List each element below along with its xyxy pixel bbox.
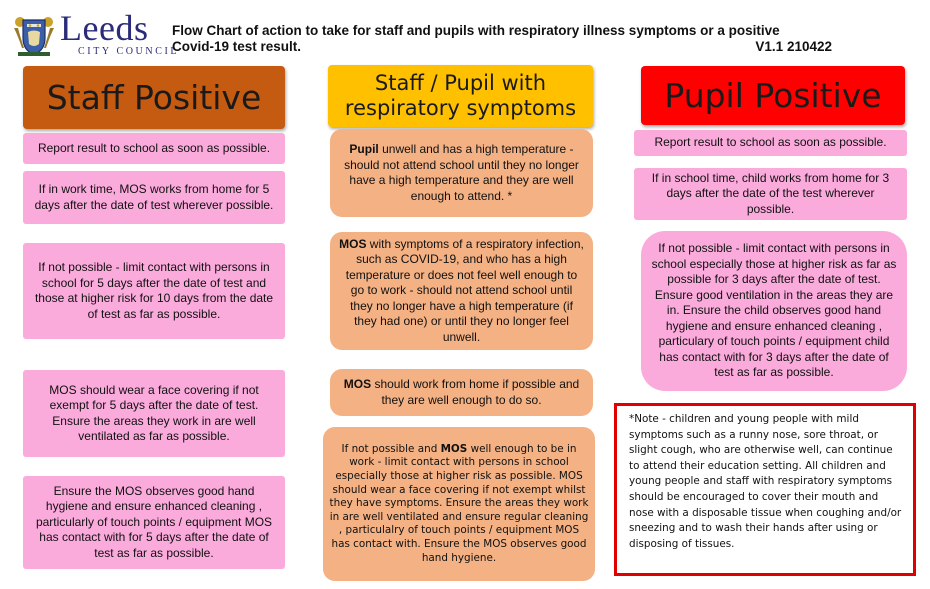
staff-positive-heading: Staff Positive [23, 66, 285, 129]
symptoms-step-mos-symptoms [330, 232, 593, 350]
mos-in-work-text: well enough to be in work - limit contact with persons in school especially those at higher risk as possible. MOS should wear a face covering if not exempt whilst they have symptoms. Ensure the areas they work in are well ventilated and ensure regular cleaning , particulalry of touch points / equipment MOS has contact with. Ensure the MOS observes good hand hygiene. [329, 442, 589, 564]
logo-subtitle: CITY COUNCIL [78, 46, 180, 57]
symptoms-step-mos-work-from-home [330, 369, 593, 416]
mos-symptoms-text: with symptoms of a respiratory infection, such as COVID-19, and who has a high temperature or does not feel well enough to go to work - should not attend school until they no longer have a high temperature (if they had one) or until they no longer feel unwell. [345, 236, 584, 344]
mos-bold-label: MOS [440, 442, 468, 455]
note-box: *Note - children and young people with mild symptoms such as a runny nose, sore throat, or slight cough, who are otherwise well, can continue to attend their education setting. All children and young people and staff with respiratory symptoms should be encouraged to cover their mouth and nose with a disposable tissue when coughing and/or sneezing and to wash their hands after using or disposing of tissues. [614, 403, 916, 576]
pupil-bold-label: Pupil [349, 142, 379, 156]
pupil-step-report: Report result to school as soon as possible. [634, 130, 907, 156]
pupil-unwell-text: unwell and has a high temperature - should not attend school until they no longer have a high temperature and they are well enough to attend. * [344, 142, 579, 203]
pupil-positive-heading: Pupil Positive [641, 66, 905, 125]
mos-bold-label: MOS [343, 377, 372, 391]
staff-step-report: Report result to school as soon as possible. [23, 133, 285, 164]
symptoms-step-pupil-unwell [330, 129, 593, 217]
pupil-step-work-from-home: If in school time, child works from home for 3 days after the date of the test wherever possible. [634, 168, 907, 220]
title-line-2-text: Covid-19 test result. [172, 39, 302, 54]
respiratory-symptoms-heading: Staff / Pupil with respiratory symptoms [328, 65, 593, 127]
staff-step-limit-contact: If not possible - limit contact with persons in school for 5 days after the date of test and those at higher risk for 10 days from the date of test as far as possible. [23, 243, 285, 339]
pupil-step-limit-contact: If not possible - limit contact with persons in school especially those at higher risk as far as possible for 3 days after the date of test. Ensure good ventilation in the areas they are in. Ensure the child observes good hand hygiene and ensure enhanced cleaning , particulary of touch points / equipment child has contact with for 3 days after the date of test as far as possible. [641, 231, 907, 391]
version-label: V1.1 210422 [755, 39, 832, 54]
symptoms-step-mos-in-work [323, 427, 595, 581]
mos-bold-label: MOS [339, 236, 367, 251]
title-line-2 [172, 39, 832, 55]
staff-step-work-from-home: If in work time, MOS works from home for 5 days after the date of test wherever possible. [23, 171, 285, 224]
mos-in-work-prefix: If not possible and [341, 442, 441, 455]
title-line-1: Flow Chart of action to take for staff and pupils with respiratory illness symptoms or a positive [172, 23, 780, 38]
staff-step-face-covering: MOS should wear a face covering if not exempt for 5 days after the date of test. Ensure the areas they work in are well ventilated as far as possible. [23, 370, 285, 457]
leeds-crest-logo [12, 14, 56, 58]
page-title [172, 23, 832, 55]
mos-work-from-home-text: should work from home if possible and they are well enough to do so. [371, 377, 580, 407]
logo-wordmark: Leeds [60, 8, 149, 48]
staff-step-hygiene: Ensure the MOS observes good hand hygiene and ensure enhanced cleaning , particularly of touch points / equipment MOS has contact with for 5 days after the date of test as far as possible. [23, 476, 285, 569]
